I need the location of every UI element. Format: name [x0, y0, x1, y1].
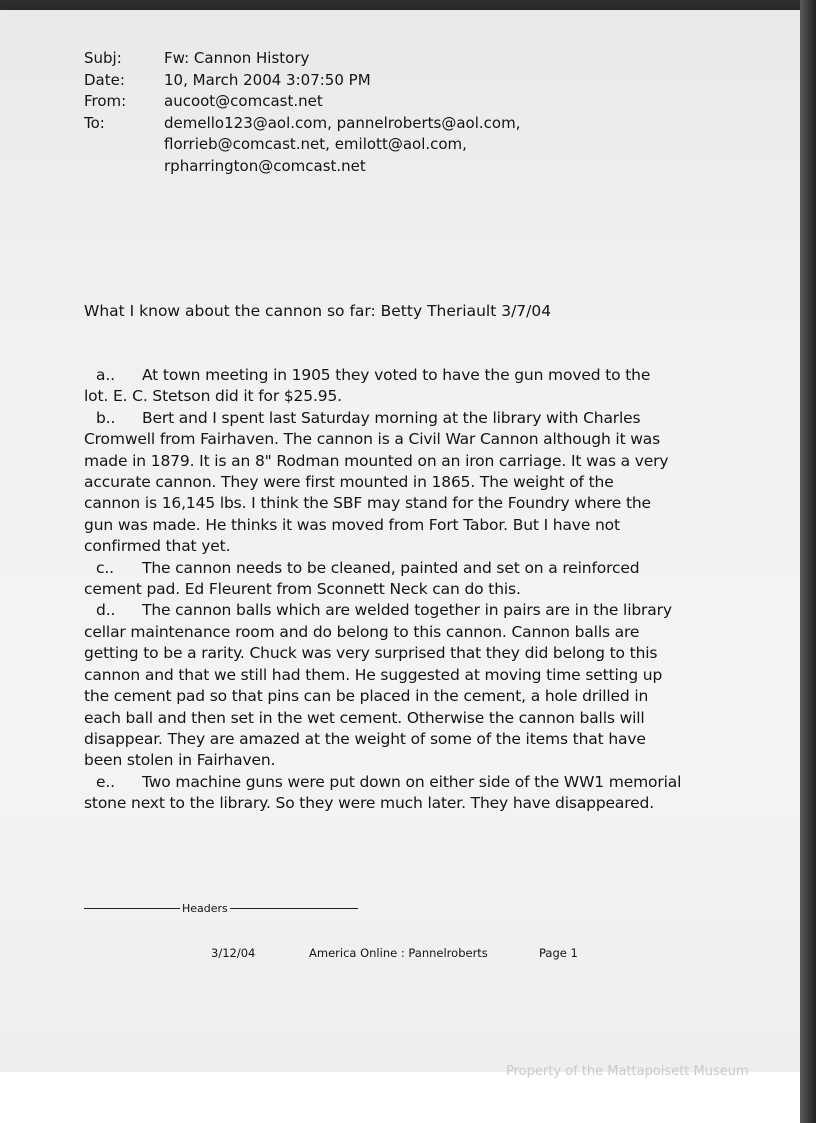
- item-line: cannon is 16,145 lbs. I think the SBF may stand for the Foundry where the: [84, 494, 651, 513]
- list-item-d: [84, 600, 724, 771]
- page-footer: [211, 946, 578, 960]
- to-line: florrieb@comcast.net, emilott@aol.com,: [164, 135, 467, 153]
- item-marker: c..: [96, 558, 114, 577]
- item-text: At town meeting in 1905 they voted to have the gun moved to the: [142, 366, 651, 384]
- item-line: [84, 600, 724, 621]
- to-row: [84, 113, 644, 178]
- item-marker: a..: [96, 366, 115, 384]
- from-row: [84, 91, 644, 113]
- item-line: cement pad. Ed Fleurent from Sconnett Neck can do this.: [84, 580, 521, 599]
- item-line: [84, 365, 724, 386]
- item-line: gun was made. He thinks it was moved from Fort Tabor. But I have not: [84, 515, 620, 534]
- subject-label: Subj:: [84, 49, 122, 67]
- divider-line: [84, 908, 180, 909]
- item-line: the cement pad so that pins can be placed in the cement, a hole drilled in: [84, 687, 649, 706]
- subject-value: Fw: Cannon History: [164, 49, 310, 67]
- intro-line: What I know about the cannon so far: Betty Theriault 3/7/04: [84, 302, 552, 320]
- item-line: made in 1879. It is an 8" Rodman mounted on an iron carriage. It was a very: [84, 451, 669, 470]
- headers-divider: [84, 902, 384, 915]
- list-item-b: [84, 408, 724, 558]
- item-text: Bert and I spent last Saturday morning at the library with Charles: [142, 408, 641, 427]
- subject-row: [84, 48, 644, 70]
- footer-page-number: Page 1: [539, 946, 578, 960]
- item-line: getting to be a rarity. Chuck was very surprised that they did belong to this: [84, 644, 658, 663]
- item-line: [84, 408, 724, 429]
- item-line: [84, 558, 724, 579]
- item-line: [84, 772, 724, 793]
- message-body: [84, 365, 724, 815]
- item-line: cellar maintenance room and do belong to this cannon. Cannon balls are: [84, 622, 640, 641]
- item-text: Two machine guns were put down on either side of the WW1 memorial: [142, 772, 682, 791]
- item-line: lot. E. C. Stetson did it for $25.95.: [84, 387, 342, 406]
- item-line: disappear. They are amazed at the weight of some of the items that have: [84, 729, 646, 748]
- item-marker: d..: [96, 601, 116, 620]
- date-value: 10, March 2004 3:07:50 PM: [164, 70, 371, 89]
- headers-label: Headers: [182, 902, 228, 915]
- item-line: confirmed that yet.: [84, 537, 231, 556]
- item-line: stone next to the library. So they were much later. They have disappeared.: [84, 794, 655, 813]
- item-line: each ball and then set in the wet cement. Otherwise the cannon balls will: [84, 708, 645, 727]
- item-text: The cannon needs to be cleaned, painted and set on a reinforced: [142, 558, 640, 577]
- from-value: aucoot@comcast.net: [164, 92, 323, 110]
- list-item-c: [84, 558, 724, 601]
- footer-service: America Online : Pannelroberts: [309, 946, 488, 960]
- item-marker: b..: [96, 408, 116, 427]
- museum-watermark: Property of the Mattapoisett Museum: [506, 1064, 749, 1079]
- item-marker: e..: [96, 772, 115, 791]
- date-row: [84, 70, 644, 92]
- date-label: Date:: [84, 70, 125, 89]
- item-line: Cromwell from Fairhaven. The cannon is a Civil War Cannon although it was: [84, 430, 661, 449]
- scan-edge-right: [800, 0, 816, 1123]
- to-label: To:: [84, 113, 105, 132]
- divider-line: [230, 908, 358, 909]
- item-text: The cannon balls which are welded together in pairs are in the library: [142, 601, 672, 620]
- list-item-a: [84, 365, 724, 408]
- footer-date: 3/12/04: [211, 946, 256, 960]
- item-line: been stolen in Fairhaven.: [84, 751, 276, 770]
- item-line: cannon and that we still had them. He suggested at moving time setting up: [84, 665, 663, 684]
- to-line: demello123@aol.com, pannelroberts@aol.com,: [164, 113, 521, 132]
- to-line: rpharrington@comcast.net: [164, 156, 366, 175]
- email-header: [84, 48, 644, 177]
- from-label: From:: [84, 92, 127, 110]
- scan-background: [0, 1072, 816, 1123]
- item-line: accurate cannon. They were first mounted in 1865. The weight of the: [84, 473, 614, 492]
- list-item-e: [84, 772, 724, 815]
- to-recipients: [164, 113, 644, 178]
